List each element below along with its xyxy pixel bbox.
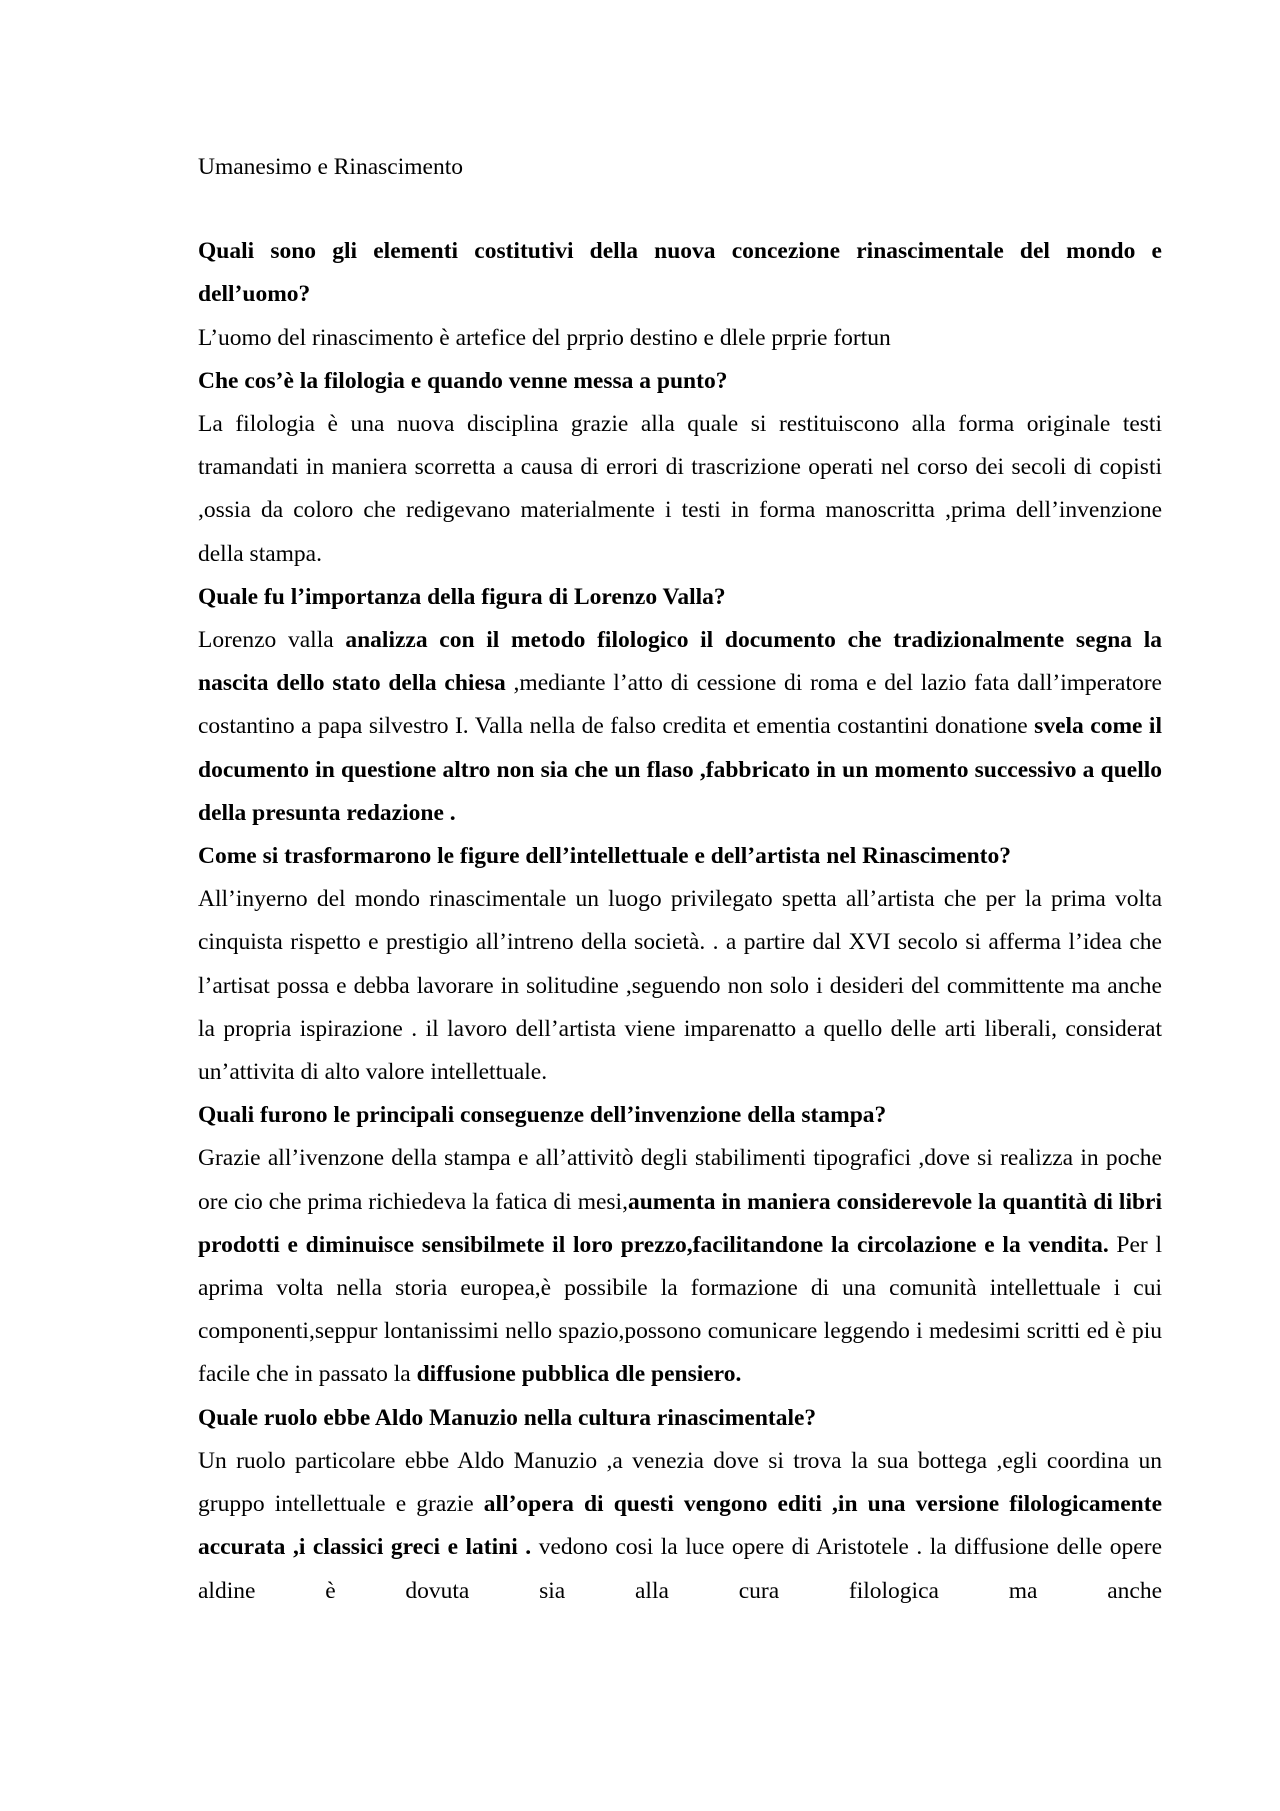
- answer-6-text-1: Un ruolo particolare ebbe Aldo Manuzio ,a venezia dove si trova la sua bottega ,egli coordina un gruppo intellettuale e grazie: [198, 1447, 1162, 1518]
- question-4: Come si trasformarono le figure dell’intellettuale e dell’artista nel Rinascimento?: [198, 843, 1011, 870]
- document-page: [198, 146, 1162, 1613]
- answer-6: [198, 1440, 1162, 1613]
- answer-1: L’uomo del rinascimento è artefice del prprio destino e dlele prprie fortun: [198, 324, 891, 351]
- answer-5-text-1: Grazie all’ivenzone della stampa e all’attivitò degli stabilimenti tipografici ,dove si realizza in poche ore cio che prima richiedeva la fatica di mesi,: [198, 1145, 1162, 1215]
- question-1: Quali sono gli elementi costitutivi della nuova concezione rinascimentale del mondo e dell’uomo?: [198, 238, 1162, 308]
- answer-3: [198, 619, 1162, 835]
- answer-6-bold-1: all’opera di questi vengono editi ,in una versione filologicamente accurata ,i classici greci e latini .: [198, 1491, 1163, 1561]
- answer-4: All’inyerno del mondo rinascimentale un luogo privilegato spetta all’artista che per la prima volta cinquista rispetto e prestigio all’intreno della società. . a partire dal XVI secolo si afferma l’idea che l’artisat possa e debba lavorare in solitudine ,seguendo non solo i desideri del committente ma anche la propria ispirazione . il lavoro dell’artista viene imparenatto a quello delle arti liberali, considerat un’attivita di alto valore intellettuale.: [198, 886, 1162, 1086]
- question-6: Quale ruolo ebbe Aldo Manuzio nella cultura rinascimentale?: [198, 1404, 817, 1431]
- question-5: Quali furono le principali conseguenze dell’invenzione della stampa?: [198, 1102, 887, 1129]
- answer-3-bold-2: svela come il documento in questione altro non sia che un flaso ,fabbricato in un momento successivo a quello della presunta redazione .: [198, 713, 1162, 826]
- answer-3-text-1: Lorenzo valla: [198, 627, 346, 654]
- document-title: Umanesimo e Rinascimento: [198, 154, 463, 180]
- answer-2: La filologia è una nuova disciplina grazie alla quale si restituiscono alla forma originale testi tramandati in maniera scorretta a causa di errori di trascrizione operati nel corso dei secoli di copisti ,ossia da coloro che redigevano materialmente i testi in forma manoscritta ,prima dell’invenzione della stampa.: [198, 411, 1162, 567]
- answer-3-text-2: ,mediante l’atto di cessione di roma e del lazio fata dall’imperatore costantino a papa silvestro I. Valla nella de falso credita et ementia costantini donatione: [198, 670, 1162, 740]
- answer-5-bold-1: aumenta in maniera considerevole la quantità di libri prodotti e diminuisce sensibilmete il loro prezzo,facilitandone la circolazione e la vendita.: [198, 1188, 1163, 1258]
- question-2: Che cos’è la filologia e quando venne messa a punto?: [198, 367, 728, 394]
- answer-5-text-2: Per l aprima volta nella storia europea,è possibile la formazione di una comunità intellettuale i cui componenti,seppur lontanissimi nello spazio,possono comunicare leggendo i medesimi scritti ed è piu facile che in passato la: [198, 1231, 1162, 1388]
- question-3: Quale fu l’importanza della figura di Lorenzo Valla?: [198, 583, 726, 610]
- answer-6-text-2: vedono cosi la luce opere di Aristotele . la diffusione delle opere aldine è dovuta sia alla cura filologica ma anche: [198, 1534, 1162, 1604]
- answer-5: [198, 1137, 1162, 1396]
- answer-3-bold-1: analizza con il metodo filologico il documento che tradizionalmente segna la nascita dello stato della chiesa: [198, 627, 1162, 697]
- answer-5-bold-2: diffusione pubblica dle pensiero.: [416, 1361, 742, 1388]
